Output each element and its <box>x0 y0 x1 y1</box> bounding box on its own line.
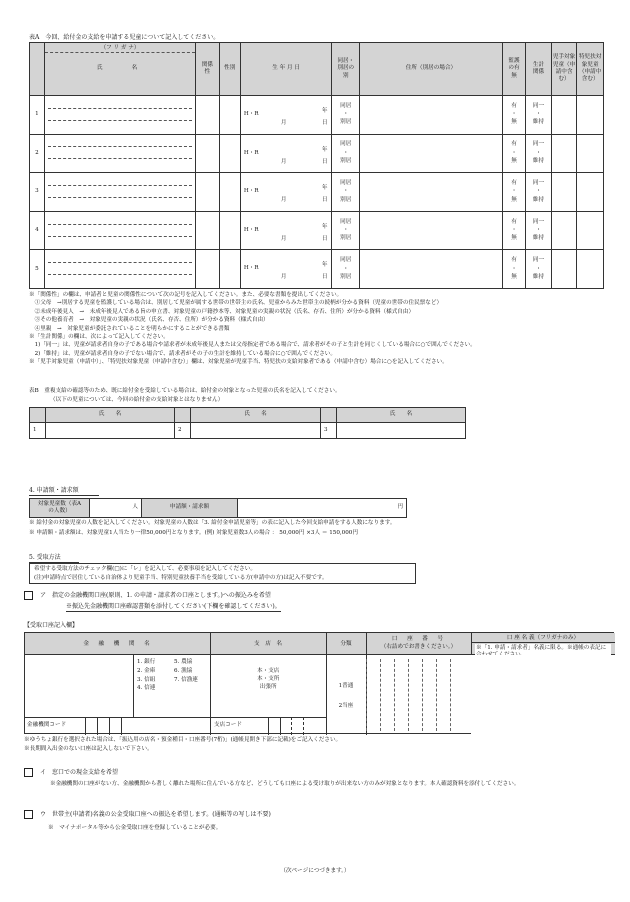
amount-label: 申請額・請求額 <box>142 499 238 518</box>
bank-type-option[interactable]: 5. 農協 <box>174 659 193 665</box>
note-line: ※「生計関係」の欄は、次によって記入してください。 <box>29 334 169 341</box>
address-cell[interactable] <box>360 211 503 250</box>
custody-cell[interactable]: 有 ・ 無 <box>502 250 525 289</box>
long-term-note: ※長期間入出金のない口座は記入しないで下さい。 <box>24 746 153 752</box>
address-cell[interactable] <box>360 96 503 135</box>
relationship-cell[interactable] <box>196 173 219 212</box>
bank-name-field[interactable] <box>25 655 133 717</box>
custody-cell[interactable]: 有 ・ 無 <box>502 96 525 135</box>
account-table <box>24 632 614 734</box>
custody-cell[interactable]: 有 ・ 無 <box>502 173 525 212</box>
header-dob: 生 年 月 日 <box>240 43 332 96</box>
branch-name-header: 支 店 名 <box>254 641 282 647</box>
tokubetsu-target-cell[interactable] <box>577 250 604 289</box>
table-b-name-cell[interactable] <box>337 423 466 439</box>
day-label: 日 <box>321 274 328 281</box>
row-number: 3 <box>30 173 45 212</box>
year-label: 年 <box>321 108 328 114</box>
account-number-field[interactable] <box>366 655 471 735</box>
table-b-num: 3 <box>321 423 337 439</box>
table-b-num: 1 <box>30 423 46 439</box>
year-label: 年 <box>321 262 328 269</box>
bank-name-header: 金 融 機 関 名 <box>83 641 152 647</box>
month-label: 月 <box>280 235 287 242</box>
bank-type-option[interactable]: 3. 信組 <box>137 676 156 683</box>
year-label: 年 <box>321 185 328 192</box>
custody-cell[interactable]: 有 ・ 無 <box>502 134 525 173</box>
relationship-cell[interactable] <box>196 250 219 289</box>
sex-cell[interactable] <box>219 134 240 173</box>
table-a <box>29 42 604 289</box>
custody-cell[interactable]: 有 ・ 無 <box>502 211 525 250</box>
option-u-checkbox[interactable] <box>24 810 33 819</box>
table-b-header-num <box>175 408 191 423</box>
header-custody: 監護の有無 <box>502 43 525 96</box>
bank-code-field[interactable] <box>85 717 133 735</box>
note-line: 1)「同一」は、児童が請求者自身の子である場合や請求者が未成年後見人または父母指定者である場合で、請求者がその子と生計を同じくしている場合に○で囲んでください。 <box>29 342 476 349</box>
relationship-cell[interactable] <box>196 96 219 135</box>
address-cell[interactable] <box>360 250 503 289</box>
table-b <box>29 407 466 439</box>
option-a-note: ※振込先金融機関口座確認書類を添付してください(下欄を確認してください)。 <box>66 603 281 610</box>
table-b-header-name: 氏 名 <box>191 408 321 423</box>
year-label: 年 <box>321 146 328 153</box>
account-section-title: 【受取口座記入欄】 <box>24 622 79 629</box>
table-row <box>30 250 604 289</box>
address-cell[interactable] <box>360 173 503 212</box>
tokubetsu-target-cell[interactable] <box>577 134 604 173</box>
note-line: ④里親 → 対象児童が委託されていることを明らかにすることができる書類 <box>29 325 230 332</box>
table-a-title: 表A 今回、給付金の支給を申請する児童について記入してください。 <box>29 34 220 41</box>
section-4-note-1: ※ 給付金の対象児童の人数を記入してください。対象児童の人数は「3. 給付金申請児童等」の表に記入した今回支給申請をする人数になります。 <box>29 520 396 526</box>
branch-type-option[interactable]: 出張所 <box>259 684 277 690</box>
month-label: 月 <box>280 274 287 281</box>
day-label: 日 <box>321 235 328 242</box>
account-holder-note: ※「1. 申請・請求者」名義に限る。※通帳の表記に <box>475 644 611 660</box>
instruction-line-1: 希望する受取方法のチェック欄(□)に「レ」を記入して、必要事項を記入してください。 <box>34 566 256 572</box>
header-name-label: 氏 名 <box>96 65 144 71</box>
header-jido-target: 児手対象児童（申請中含む） <box>551 43 577 96</box>
note-line: ※「関係性」の欄は、申請者と児童の関係性について次の記号を記入してください。また、必要な書類を提出してください。 <box>29 292 343 298</box>
name-cell[interactable] <box>44 250 195 289</box>
cohabitation-cell[interactable]: 同居 ・ 別居 <box>332 250 360 289</box>
name-cell[interactable] <box>44 96 195 135</box>
era-label: H・R <box>243 111 259 117</box>
account-number-header: 口 座 番 号 <box>391 636 446 642</box>
dob-cell[interactable] <box>240 250 332 289</box>
jido-target-cell[interactable] <box>551 250 577 289</box>
era-label: H・R <box>243 188 259 195</box>
note-line: 2)「維持」は、児童が請求者自身の子でない場合で、請求者がその子の生計を維持している場合に○で囲んでください。 <box>29 350 336 357</box>
relationship-cell[interactable] <box>196 134 219 173</box>
table-b-num: 2 <box>175 423 191 439</box>
option-a-checkbox[interactable] <box>24 591 33 600</box>
option-i-note: ※金融機関の口座がない方、金融機関から著しく離れた場所に住んでいる方など、どうしても口座による受け取りが出来ない方のみが対象となります。本人確認資料を添付してください。 <box>50 781 520 787</box>
livelihood-cell[interactable]: 同一 ・ 維持 <box>526 96 552 135</box>
table-b-header-num <box>30 408 46 423</box>
note-line: ※「児手対象児童（申請中）」、「特児扶対象児童（申請中含む）」欄は、対象児童が児童手当、特児扶の支給対象者である（申請中含む）場合に○を記入してください。 <box>29 359 448 366</box>
table-b-name-cell[interactable] <box>191 423 321 439</box>
relationship-cell[interactable] <box>196 211 219 250</box>
day-label: 日 <box>321 120 328 126</box>
header-cohabitation: 同居・別居の別 <box>332 43 360 96</box>
row-number: 5 <box>30 250 45 289</box>
branch-type-option[interactable]: 本・支所 <box>257 676 280 682</box>
dob-cell[interactable] <box>240 211 332 250</box>
instruction-line-2: (注)申請時点で居住している自治体より児童手当、特別児童扶養手当を受給している方(申請中の方)は記入不要です。 <box>34 574 328 581</box>
sex-cell[interactable] <box>219 250 240 289</box>
era-label: H・R <box>243 149 259 156</box>
note-line: ③その他養育者 → 対象児童の実親の状況（氏名、存否、住所）が分かる資料（様式自由） <box>29 317 269 324</box>
header-address: 住所（別居の場合） <box>360 43 503 96</box>
option-u-note: ※ マイナポータル等から公金受取口座を登録していることが必要。 <box>48 825 222 831</box>
day-label: 日 <box>321 158 328 165</box>
row-number: 2 <box>30 134 45 173</box>
unit-person: 人 <box>132 504 138 511</box>
acct-type-checking[interactable]: 2当座 <box>338 703 354 709</box>
table-b-title: 表B 重複支給の確認等のため、既に給付金を受給している場合は、給付金の対象となった児童の氏名を記入してください。 <box>29 388 341 394</box>
dob-cell[interactable] <box>240 173 332 212</box>
jido-target-cell[interactable] <box>551 96 577 135</box>
era-label: H・R <box>243 226 259 233</box>
branch-type-option[interactable]: 本・支店 <box>257 668 280 674</box>
name-cell[interactable] <box>44 173 195 212</box>
livelihood-cell[interactable]: 同一 ・ 維持 <box>526 211 552 250</box>
dob-cell[interactable] <box>240 134 332 173</box>
table-a-notes <box>29 291 611 367</box>
section-4-note-2: ※ 申請額・請求額は、対象児童1人当たり一律50,000円となります。(例) 対象児童数3人の場合 ： 50,000円 ×3人 ＝ 150,000円 <box>29 530 358 536</box>
year-label: 年 <box>321 223 328 230</box>
cohabitation-cell[interactable]: 同居 ・ 別居 <box>332 211 360 250</box>
table-b-header-num <box>321 408 337 423</box>
name-cell[interactable] <box>44 211 195 250</box>
tokubetsu-target-cell[interactable] <box>577 96 604 135</box>
option-i-checkbox[interactable] <box>24 768 33 777</box>
sex-cell[interactable] <box>219 173 240 212</box>
month-label: 月 <box>280 120 287 126</box>
branch-type-options[interactable] <box>257 667 279 691</box>
child-count-label: 対象児童数（表Aの人数） <box>30 499 90 518</box>
header-number <box>30 43 45 96</box>
section-5-title: 5. 受取方法 <box>29 554 79 563</box>
month-label: 月 <box>280 158 287 165</box>
jido-target-cell[interactable] <box>551 211 577 250</box>
table-row <box>30 96 604 135</box>
row-number: 4 <box>30 211 45 250</box>
header-tokubetsu-target: 特児扶対象児童（申請中含む） <box>577 43 604 96</box>
account-holder-field[interactable] <box>471 655 615 735</box>
sex-cell[interactable] <box>219 96 240 135</box>
footer-continued: （次ページにつづきます。） <box>280 868 350 874</box>
note-line: ②未成年後見人 → 未成年後見人である旨の申立書、対象児童の戸籍抄本等、対象児童の実親の状況（氏名、存否、住所）が分かる資料（様式自由） <box>29 308 415 315</box>
bank-type-option[interactable]: 1. 銀行 <box>137 659 156 665</box>
instruction-box <box>29 563 416 584</box>
bank-type-option[interactable]: 4. 信連 <box>137 685 156 692</box>
unit-yen: 円 <box>397 504 403 511</box>
tokubetsu-target-cell[interactable] <box>577 211 604 250</box>
child-count-field[interactable] <box>90 499 142 518</box>
account-number-subheader: （右詰めでお書きください。） <box>380 644 457 650</box>
account-holder-header: 口 座 名 義（フリガナのみ） <box>471 633 615 643</box>
yucho-note: ※ゆうちょ銀行を選択された場合は、「振込用の店名・預金種目・口座番号(7桁)」(通帳見開き下部に記載)をご記入ください。 <box>24 737 342 743</box>
table-row <box>30 211 604 250</box>
table-row <box>30 134 604 173</box>
bank-type-option[interactable]: 2. 金庫 <box>137 667 156 674</box>
name-cell[interactable] <box>44 134 195 173</box>
table-b-header-name: 氏 名 <box>337 408 466 423</box>
cohabitation-cell[interactable]: 同居 ・ 別居 <box>332 134 360 173</box>
tokubetsu-target-cell[interactable] <box>577 173 604 212</box>
table-b-subtitle: （以下の児童については、今回の給付金の支給対象とはなりません） <box>50 397 224 403</box>
branch-code-field[interactable] <box>268 717 304 735</box>
cohabitation-cell[interactable]: 同居 ・ 別居 <box>332 173 360 212</box>
header-name <box>44 43 195 96</box>
note-line: ①父母 →別居する児童を監護している場合は、別居して児童が属する世帯の世帯主の氏名、児童からみた世帯主の続柄が分かる資料（児童の世帯の住民票など） <box>29 300 443 307</box>
bank-type-options[interactable] <box>133 655 210 717</box>
table-b-name-cell[interactable] <box>46 423 175 439</box>
dob-cell[interactable] <box>240 96 332 135</box>
livelihood-cell[interactable]: 同一 ・ 維持 <box>526 173 552 212</box>
jido-target-cell[interactable] <box>551 173 577 212</box>
header-kana: （フ リ ガ ナ） <box>45 43 195 53</box>
livelihood-cell[interactable]: 同一 ・ 維持 <box>526 250 552 289</box>
row-number: 1 <box>30 96 45 135</box>
option-a-label: ア 指定の金融機関口座(原則、1. の申請・請求者の口座とします。)への振込みを希望 <box>40 592 271 599</box>
header-relationship: 関係性 <box>196 43 219 96</box>
address-cell[interactable] <box>360 134 503 173</box>
amount-table <box>29 498 407 518</box>
branch-code-label: 支店コード <box>214 722 242 728</box>
header-livelihood: 生計関係 <box>526 43 552 96</box>
header-sex: 性別 <box>219 43 240 96</box>
bank-type-option[interactable]: 7. 信漁連 <box>174 676 198 683</box>
option-i-label: イ 窓口での現金支給を希望 <box>40 769 119 776</box>
acct-type-normal[interactable]: 1普通 <box>338 683 354 689</box>
sex-cell[interactable] <box>219 211 240 250</box>
month-label: 月 <box>280 197 287 204</box>
table-b-header-name: 氏 名 <box>46 408 175 423</box>
era-label: H・R <box>243 265 259 272</box>
bank-code-label: 金融機関コード <box>27 722 67 728</box>
amount-field[interactable] <box>238 499 407 518</box>
cohabitation-cell[interactable]: 同居 ・ 別居 <box>332 96 360 135</box>
section-4-title: 4. 申請額・請求額 <box>29 487 99 496</box>
day-label: 日 <box>321 197 328 204</box>
account-type-header: 分類 <box>340 641 352 647</box>
table-row <box>30 173 604 212</box>
bank-type-option[interactable]: 6. 漁協 <box>174 667 193 674</box>
option-u-label: ウ 世帯主(申請者)名義の公金受取口座への振込を希望します。(通帳等の写しは不要) <box>40 811 271 818</box>
jido-target-cell[interactable] <box>551 134 577 173</box>
livelihood-cell[interactable]: 同一 ・ 維持 <box>526 134 552 173</box>
